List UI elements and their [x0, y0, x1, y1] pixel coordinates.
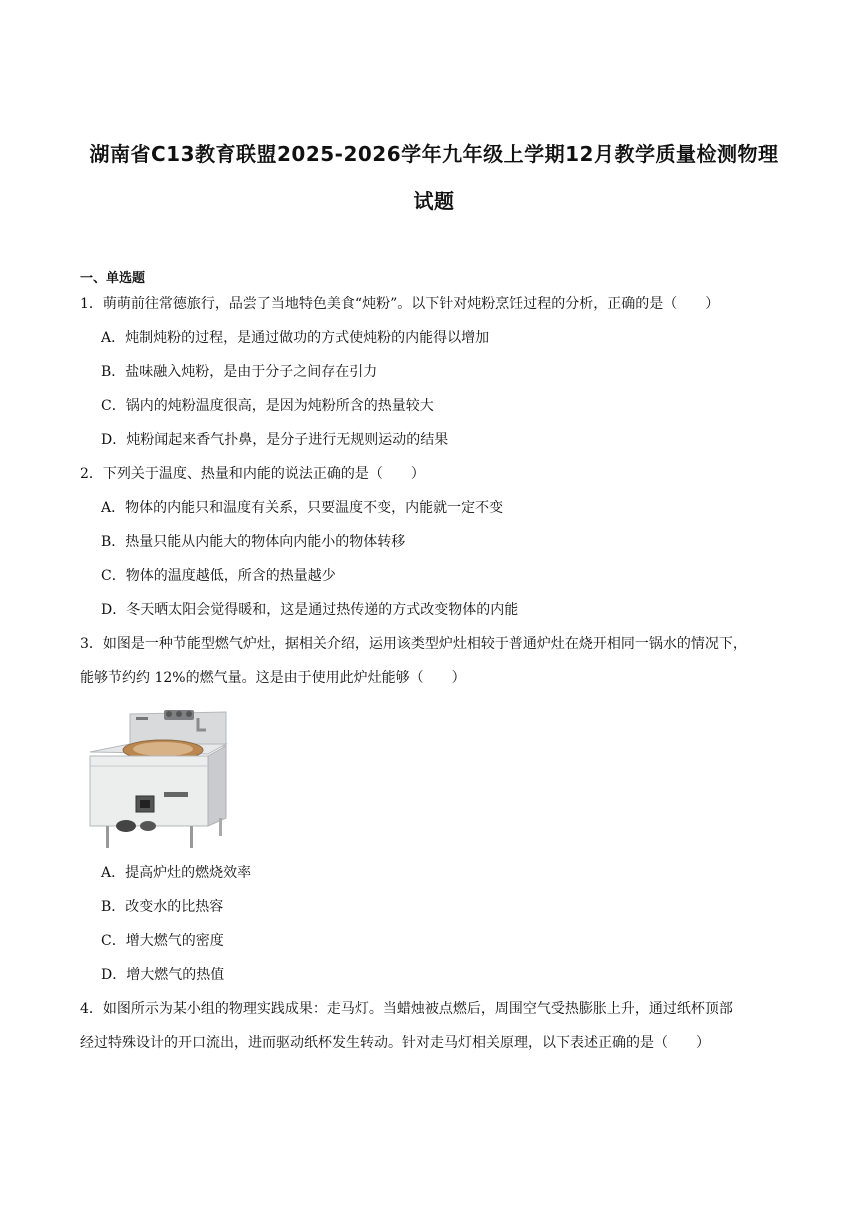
question-2-stem: 2．下列关于温度、热量和内能的说法正确的是（ ）: [80, 466, 425, 482]
question-1-option-b: B．盐味融入炖粉，是由于分子之间存在引力: [101, 364, 378, 380]
question-3-option-b: B．改变水的比热容: [101, 899, 224, 915]
question-2-option-d: D．冬天晒太阳会觉得暖和，这是通过热传递的方式改变物体的内能: [101, 602, 519, 618]
gas-stove-image: [86, 708, 238, 850]
question-4-stem-line2: 经过特殊设计的开口流出，进而驱动纸杯发生转动。针对走马灯相关原理，以下表述正确的是（ ）: [80, 1035, 710, 1051]
section-heading: 一、单选题: [80, 271, 146, 286]
question-2-option-a: A．物体的内能只和温度有关系，只要温度不变，内能就一定不变: [101, 500, 504, 516]
question-2-option-b: B．热量只能从内能大的物体向内能小的物体转移: [101, 534, 406, 550]
gas-stove-illustration: [86, 708, 238, 850]
question-1-option-a: A．炖制炖粉的过程，是通过做功的方式使炖粉的内能得以增加: [101, 330, 490, 346]
question-3-stem-line1: 3．如图是一种节能型燃气炉灶，据相关介绍，运用该类型炉灶相较于普通炉灶在烧开相同一锅水的情况下，: [80, 636, 747, 652]
question-2-option-c: C．物体的温度越低，所含的热量越少: [101, 568, 336, 584]
question-1-stem: 1．萌萌前往常德旅行，品尝了当地特色美食“炖粉”。以下针对炖粉烹饪过程的分析，正确的是（ ）: [80, 296, 720, 312]
question-3-option-d: D．增大燃气的热值: [101, 967, 225, 983]
question-1-option-c: C．锅内的炖粉温度很高，是因为炖粉所含的热量较大: [101, 398, 434, 414]
question-3-option-c: C．增大燃气的密度: [101, 933, 224, 949]
question-3-stem-line2: 能够节约约 12%的燃气量。这是由于使用此炉灶能够（ ）: [80, 670, 466, 686]
question-1-option-d: D．炖粉闻起来香气扑鼻，是分子进行无规则运动的结果: [101, 432, 449, 448]
document-title-line2: 试题: [413, 189, 455, 213]
question-3-option-a: A．提高炉灶的燃烧效率: [101, 865, 252, 881]
document-title-line1: 湖南省C13教育联盟2025-2026学年九年级上学期12月教学质量检测物理: [89, 142, 779, 166]
question-4-stem-line1: 4．如图所示为某小组的物理实践成果：走马灯。当蜡烛被点燃后，周围空气受热膨胀上升，通过纸杯顶部: [80, 1001, 733, 1017]
